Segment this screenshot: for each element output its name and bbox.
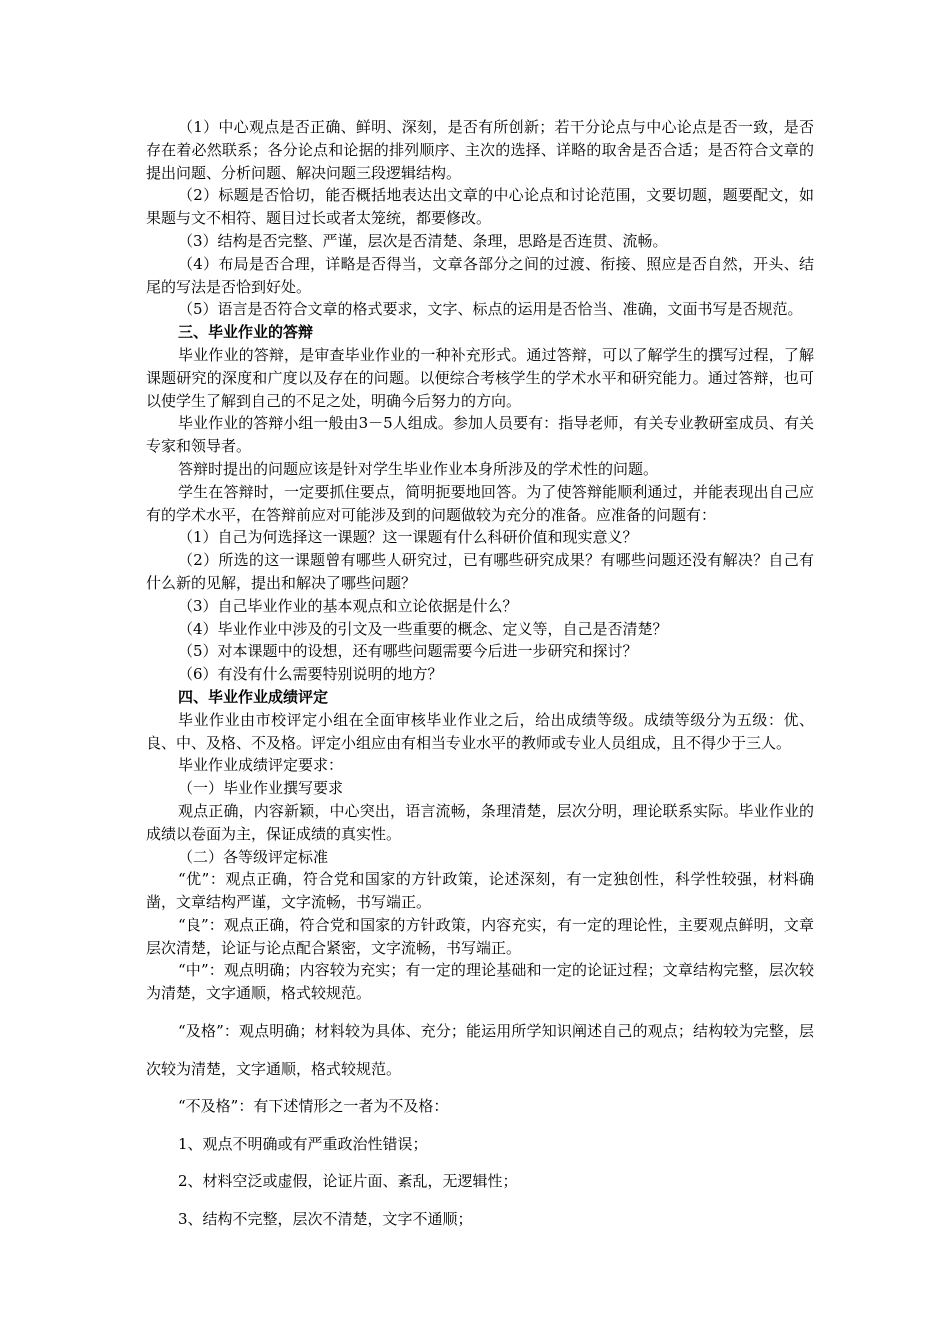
document-page <box>146 116 814 1238</box>
defense-paragraph-1: 毕业作业的答辩，是审查毕业作业的一种补充形式。通过答辩，可以了解学生的撰写过程，了解课题研究的深度和广度以及存在的问题。以便综合考核学生的学术水平和研究能力。通过答辩，也可以使学生了解到自己的不足之处，明确今后努力的方向。 <box>146 345 814 410</box>
document-body <box>146 116 814 1005</box>
section-heading-grading: 四、毕业作业成绩评定 <box>178 687 329 706</box>
defense-paragraph-2: 毕业作业的答辩小组一般由3－5人组成。参加人员要有：指导老师，有关专业教研室成员、有关专家和领导者。 <box>146 414 814 456</box>
writing-requirements-text: 观点正确，内容新颖，中心突出，语言流畅，条理清楚，层次分明，理论联系实际。毕业作业的成绩以卷面为主，保证成绩的真实性。 <box>146 801 814 843</box>
defense-question-4: （4）毕业作业中涉及的引文及一些重要的概念、定义等，自己是否清楚？ <box>178 619 668 638</box>
criterion-3: （3）结构是否完整、严谨，层次是否清楚、条理，思路是否连贯、流畅。 <box>178 231 668 250</box>
criterion-4: （4）布局是否合理，详略是否得当，文章各部分之间的过渡、衔接、照应是否自然，开头、结尾的写法是否恰到好处。 <box>146 254 814 296</box>
grade-fail-intro: “不及格”：有下述情形之一者为不及格： <box>178 1097 449 1116</box>
writing-requirements-title: （一）毕业作业撰写要求 <box>178 779 344 798</box>
grade-medium: “中”：观点明确；内容较为充实；有一定的理论基础和一定的论证过程；文章结构完整，层次较为清楚，文字通顺，格式较规范。 <box>146 961 814 1003</box>
grading-requirements-title: 毕业作业成绩评定要求： <box>178 756 344 775</box>
fail-condition-3: 3、结构不完整，层次不清楚，文字不通顺； <box>178 1209 473 1228</box>
grade-pass: “及格”：观点明确；材料较为具体、充分；能运用所学知识阐述自己的观点；结构较为完整，层次较为清楚，文字通顺，格式较规范。 <box>146 1022 814 1078</box>
criterion-1: （1）中心观点是否正确、鲜明、深刻，是否有所创新；若干分论点与中心论点是否一致，是否存在着必然联系；各分论点和论据的排列顺序、主次的选择、详略的取舍是否合适；是否符合文章的提出问题、分析问题、解决问题三段逻辑结构。 <box>146 118 814 182</box>
defense-paragraph-4: 学生在答辩时，一定要抓住要点，简明扼要地回答。为了使答辩能顺利通过，并能表现出自己应有的学术水平，在答辩前应对可能涉及到的问题做较为充分的准备。应准备的问题有： <box>146 482 814 524</box>
defense-question-6: （6）有没有什么需要特别说明的地方？ <box>178 665 443 684</box>
defense-question-5: （5）对本课题中的设想，还有哪些问题需要今后进一步研究和探讨？ <box>178 642 638 661</box>
grade-standards-title: （二）各等级评定标准 <box>178 847 329 866</box>
document-body-continued <box>146 1013 814 1238</box>
grade-good: “良”：观点正确，符合党和国家的方针政策，内容充实，有一定的理论性，主要观点鲜明，文章层次清楚，论证与论点配合紧密，文字流畅，书写端正。 <box>146 915 814 957</box>
grade-excellent: “优”：观点正确，符合党和国家的方针政策，论述深刻，有一定独创性，科学性较强，材料确凿，文章结构严谨，文字流畅，书写端正。 <box>146 870 814 912</box>
grading-intro: 毕业作业由市校评定小组在全面审核毕业作业之后，给出成绩等级。成绩等级分为五级：优、良、中、及格、不及格。评定小组应由有相当专业水平的教师或专业人员组成，且不得少于三人。 <box>146 710 814 752</box>
defense-question-3: （3）自己毕业作业的基本观点和立论依据是什么？ <box>178 596 518 615</box>
defense-paragraph-3: 答辩时提出的问题应该是针对学生毕业作业本身所涉及的学术性的问题。 <box>178 459 659 478</box>
defense-question-1: （1）自己为何选择这一课题？这一课题有什么科研价值和现实意义？ <box>178 528 638 547</box>
fail-condition-2: 2、材料空泛或虚假，论证片面、紊乱，无逻辑性； <box>178 1172 518 1191</box>
criterion-5: （5）语言是否符合文章的格式要求，文字、标点的运用是否恰当、准确，文面书写是否规范。 <box>178 300 803 319</box>
defense-question-2: （2）所选的这一课题曾有哪些人研究过，已有哪些研究成果？有哪些问题还没有解决？自己有什么新的见解，提出和解决了哪些问题？ <box>146 551 814 592</box>
criterion-2: （2）标题是否恰切，能否概括地表达出文章的中心论点和讨论范围，文要切题，题要配文，如果题与文不相符、题目过长或者太笼统，都要修改。 <box>146 186 814 228</box>
fail-condition-1: 1、观点不明确或有严重政治性错误； <box>178 1134 428 1153</box>
section-heading-defense: 三、毕业作业的答辩 <box>178 323 314 342</box>
